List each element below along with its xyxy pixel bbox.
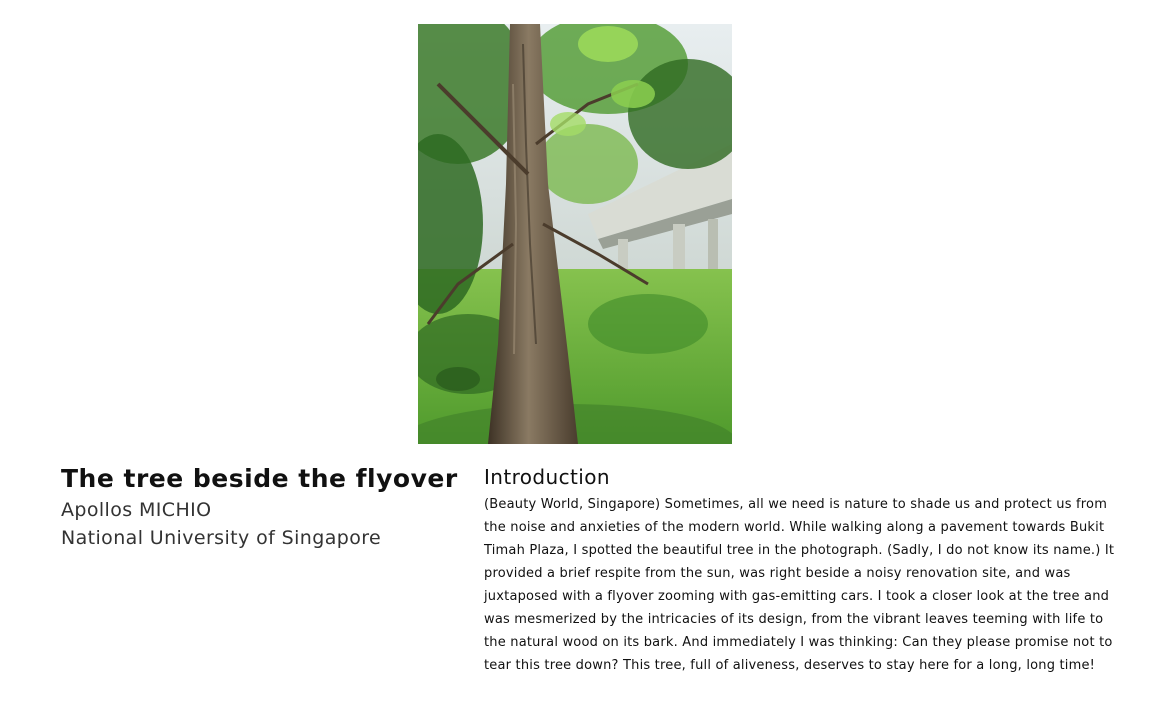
introduction-section: [484, 463, 1116, 677]
page-title: The tree beside the flyover: [61, 464, 458, 493]
introduction-body: (Beauty World, Singapore) Sometimes, all we need is nature to shade us and protect us from the noise and anxieties of the modern world. While walking along a pavement towards Bukit Timah Plaza, I spotted the beautiful tree in the photograph. (Sadly, I do not know its name.) It provided a brief respite from the sun, was right beside a noisy renovation site, and was juxtaposed with a flyover zooming with gas-emitting cars. I took a closer look at the tree and was mesmerized by the intricacies of its design, from the vibrant leaves teeming with life to the natural wood on its bark. And immediately I was thinking: Can they please promise not to tear this tree down? This tree, full of aliveness, deserves to stay here for a long, long time!: [484, 497, 1115, 673]
header-block: [61, 462, 461, 552]
author-affiliation: National University of Singapore: [61, 527, 382, 549]
tree-photo: [418, 24, 732, 444]
tree-photo-illustration: [418, 24, 732, 444]
author-name: Apollos MICHIO: [61, 499, 212, 521]
introduction-heading: Introduction: [484, 465, 610, 489]
